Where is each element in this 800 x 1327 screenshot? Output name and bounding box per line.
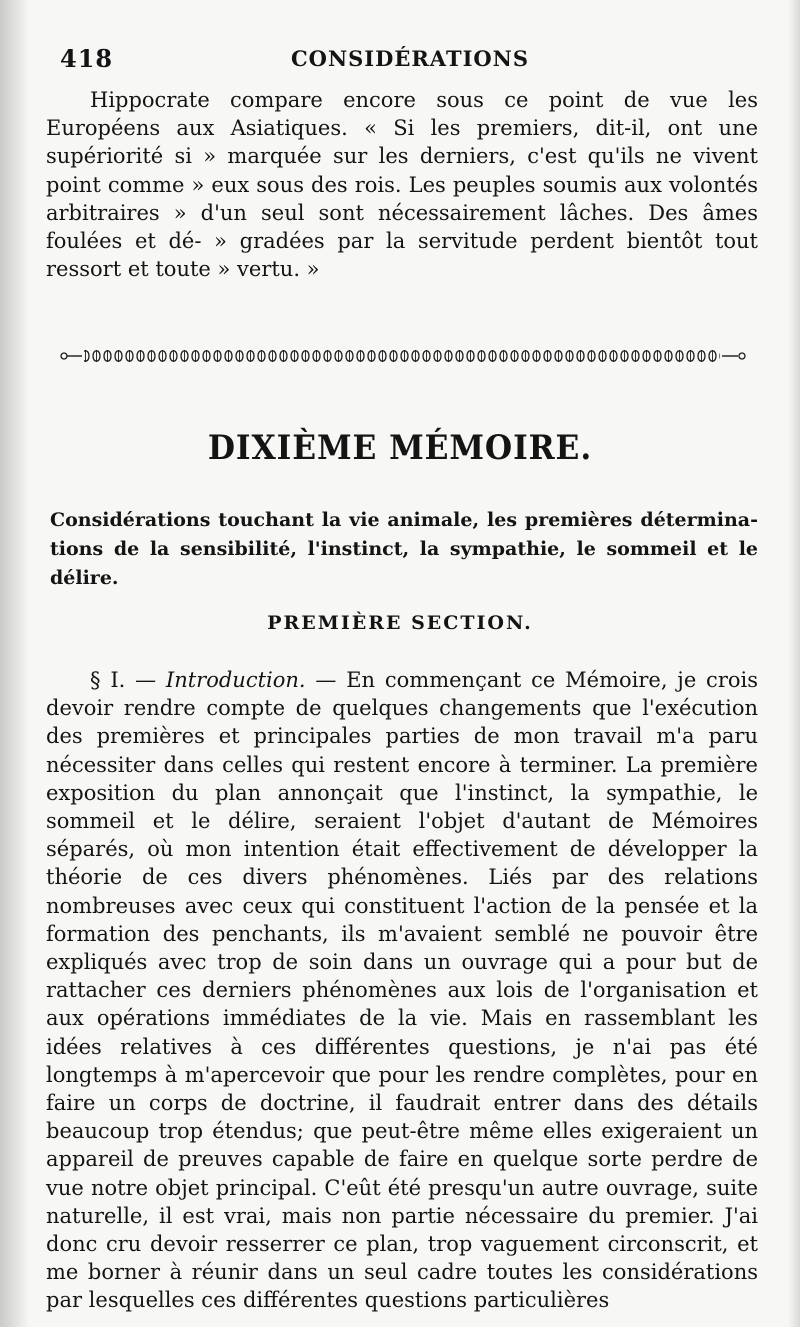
memoire-subtitle: Considérations touchant la vie animale, les premières détermina- tions de la sensibilité, l'instinct, la sympathie, le sommeil et le délire. — [50, 509, 758, 589]
paragraph-text: Hippocrate compare encore sous ce point de vue les Européens aux Asiatiques. « Si les premiers, dit-il, ont une supériorité si » marquée sur les derniers, c'est qu'ils ne vivent point comme » eux sous des rois. Les peuples soumis aux volontés arbitraires » d'un seul sont nécessairement lâches. Des âmes foulées et dé- » gradées par la servitude perdent bientôt tout ressort et toute » vertu. » — [46, 88, 758, 282]
section-heading: Introduction. — [165, 668, 306, 692]
memoire-title: DIXIÈME MÉMOIRE. — [207, 428, 593, 468]
section-mark: § I. — — [90, 668, 166, 692]
gutter-shadow — [0, 0, 30, 1327]
paragraph-body — [46, 666, 758, 1315]
running-header — [60, 44, 760, 78]
decorative-rule — [58, 344, 748, 368]
section-body-text: — En commençant ce Mémoire, je crois devoir rendre compte de quelques changements que l'exécution des premières et principales parties de mon travail m'a paru nécessiter dans celles qui restent encore à terminer. La première exposition du plan annonçait que l'instinct, la sympathie, le sommeil et le délire, seraient l'objet d'autant de Mémoires séparés, où mon intention était effectivement de développer la théorie de ces divers phénomènes. Liés par des relations nombreuses avec ceux qui constituent l'action de la pensée et la formation des penchants, ils m'avaient semblé ne pouvoir être expliqués avec trop de soin dans un ouvrage qui a pour but de rattacher ces derniers phénomènes aux lois de l'organisation et aux opérations immédiates de la vie. Mais en rassemblant les idées relatives à ces différentes questions, je n'ai pas été longtemps à m'apercevoir que pour les rendre complètes, pour en faire un corps de doctrine, il faudrait entrer dans des détails beaucoup trop étendus; que peut-être même elles exigeraient un appareil de preuves capable de faire en quelque sorte perdre de vue notre objet principal. C'eût été presqu'un autre ouvrage, suite naturelle, il est vrai, mais non partie nécessaire du premier. J'ai donc cru devoir resserrer ce plan, trop vaguement circonscrit, et me borner à réunir dans un seul cadre toutes les considérations par lesquelles ces différentes questions particulières — [46, 668, 758, 1313]
paragraph-introduction — [46, 666, 758, 1315]
page-edge — [788, 0, 800, 1327]
running-title: CONSIDÉRATIONS — [290, 46, 530, 71]
paragraph-hippocrate — [46, 86, 758, 283]
section-title: PREMIÈRE SECTION. — [267, 612, 533, 634]
page-number: 418 — [60, 44, 114, 73]
